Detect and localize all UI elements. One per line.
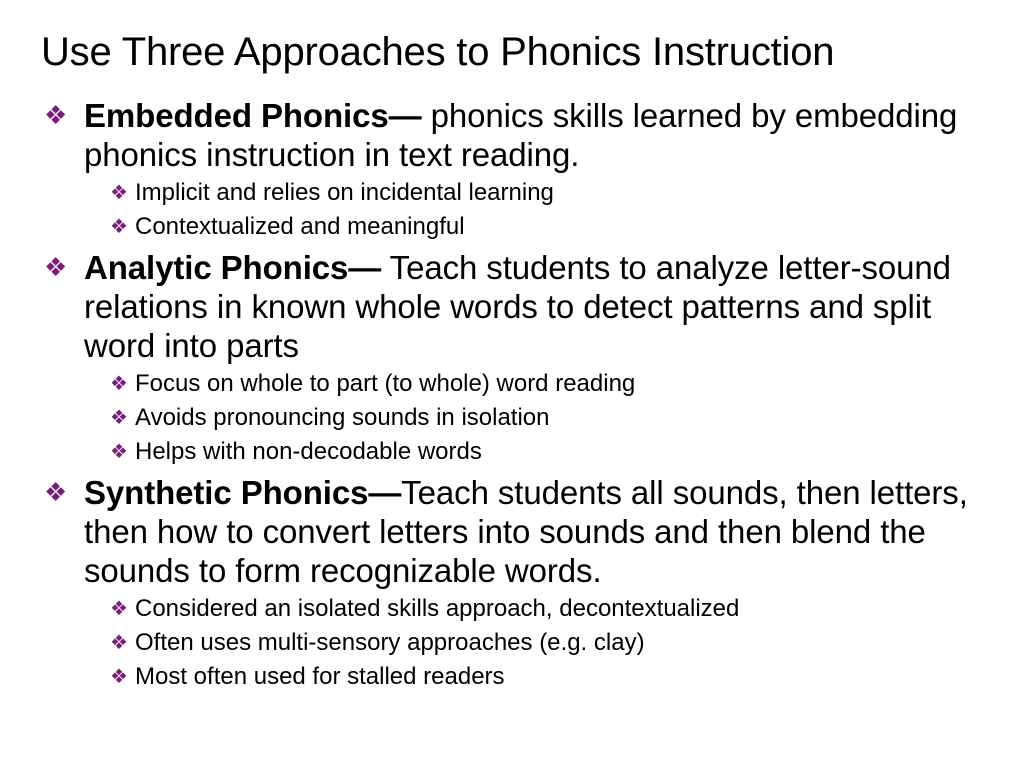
diamond-bullet-icon: ❖ [110,666,128,688]
sub-bullet-item [110,401,1004,435]
bullet-item-embedded-phonics [44,96,1004,174]
bullet-item-synthetic-phonics [44,473,1004,590]
sub-list [110,592,1004,694]
diamond-bullet-icon: ❖ [110,441,128,463]
diamond-bullet-icon: ❖ [110,407,128,429]
bullet-lead: Embedded Phonics— [84,97,422,134]
bullet-text: Teach students all sounds, then letters, then how to convert letters into sounds and then blend the sounds to form recognizable words. [84,474,968,589]
diamond-bullet-icon: ❖ [110,373,128,395]
sub-bullet-item [110,176,1004,210]
bullet-text: phonics skills learned by embedding phonics instruction in text reading. [84,97,958,173]
bullet-text: Teach students to analyze letter-sound relations in known whole words to detect patterns and split word into parts [84,249,951,364]
sub-bullet-text: Often uses multi-sensory approaches (e.g. clay) [135,629,645,656]
sub-bullet-item [110,660,1004,694]
sub-bullet-text: Helps with non-decodable words [135,438,482,465]
bullet-item-analytic-phonics [44,248,1004,365]
sub-list [110,367,1004,469]
sub-bullet-item [110,210,1004,244]
sub-bullet-item [110,592,1004,626]
diamond-bullet-icon: ❖ [110,182,128,204]
slide-body [44,96,1004,698]
sub-bullet-item [110,367,1004,401]
diamond-bullet-icon: ❖ [44,477,68,507]
sub-list [110,176,1004,244]
bullet-lead: Synthetic Phonics— [84,474,402,511]
sub-bullet-text: Avoids pronouncing sounds in isolation [135,404,550,431]
sub-bullet-text: Focus on whole to part (to whole) word reading [135,370,636,397]
diamond-bullet-icon: ❖ [110,598,128,620]
diamond-bullet-icon: ❖ [44,100,68,130]
sub-bullet-text: Most often used for stalled readers [135,663,505,690]
diamond-bullet-icon: ❖ [44,252,68,282]
sub-bullet-text: Contextualized and meaningful [135,213,465,240]
sub-bullet-text: Considered an isolated skills approach, decontextualized [135,595,740,622]
diamond-bullet-icon: ❖ [110,216,128,238]
bullet-lead: Analytic Phonics— [84,249,382,286]
sub-bullet-text: Implicit and relies on incidental learning [135,179,554,206]
sub-bullet-item [110,435,1004,469]
diamond-bullet-icon: ❖ [110,632,128,654]
sub-bullet-item [110,626,1004,660]
slide-title: Use Three Approaches to Phonics Instruction [41,30,835,74]
